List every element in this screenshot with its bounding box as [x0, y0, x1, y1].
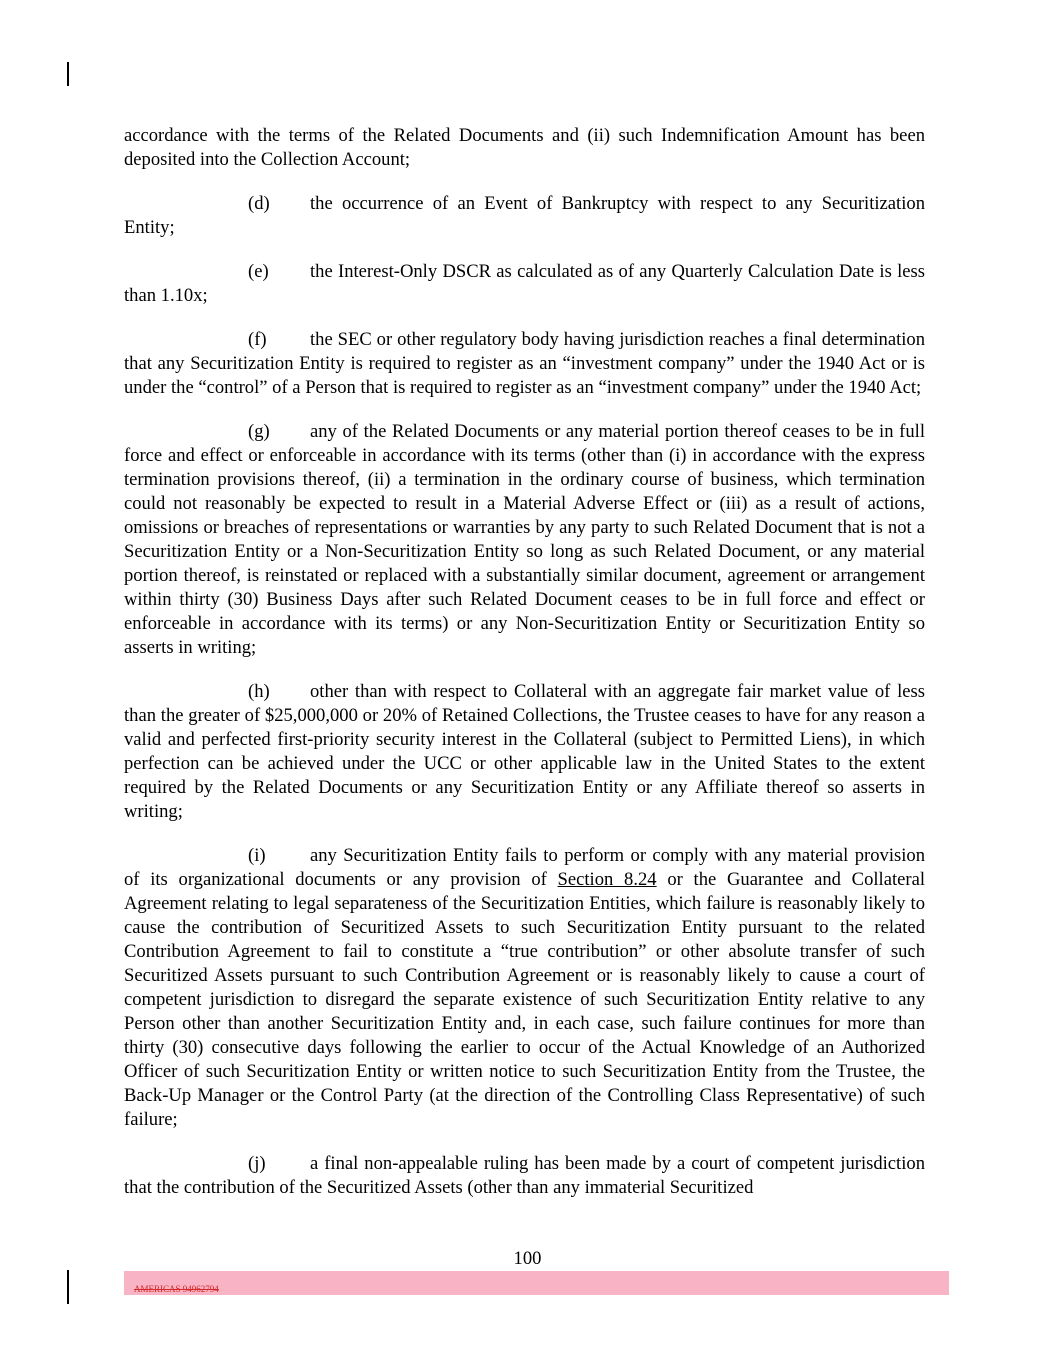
clause-text: any of the Related Documents or any material portion thereof ceases to be in full force and effect or enforceable in accordance with its terms (other than (i) in accordance with the express termination provisions thereof, (ii) a termination in the ordinary course of business, which termination could not reasonably be expected to result in a Material Adverse Effect or (iii) as a result of actions, omissions or breaches of representations or warranties by any party to such Related Document that is not a Securitization Entity or a Non-Securitization Entity so long as such Related Document, or any material portion thereof, is reinstated or replaced with a substantially similar document, agreement or arrangement within thirty (30) Business Days after such Related Document ceases to be in full force and effect or enforceable in accordance with its terms) or any Non-Securitization Entity or Securitization Entity so asserts in writing; — [124, 421, 925, 658]
document-body — [124, 124, 925, 1220]
intro-paragraph: accordance with the terms of the Related Documents and (ii) such Indemnification Amount has been deposited into the Collection Account; — [124, 125, 925, 170]
section-reference-link[interactable]: Section 8.24 — [557, 869, 657, 890]
page-number: 100 — [513, 1248, 542, 1269]
clause-label: (h) — [248, 681, 270, 702]
revision-bar-bottom — [67, 1270, 69, 1304]
clause-text-before: any Securitization Entity fails to perform or comply with any material provision of its organizational documents or any provision of — [124, 845, 925, 890]
clause-f — [124, 328, 925, 400]
clause-label: (j) — [248, 1153, 266, 1174]
clause-label: (f) — [248, 329, 267, 350]
clause-text: the Interest-Only DSCR as calculated as of any Quarterly Calculation Date is less than 1.10x; — [124, 261, 925, 306]
footer-highlight-band — [124, 1271, 949, 1295]
clause-g — [124, 420, 925, 660]
clause-text-after: or the Guarantee and Collateral Agreement relating to legal separateness of the Securitization Entities, which failure is reasonably likely to cause the contribution of Securitized Assets to such Securitization Entity pursuant to the related Contribution Agreement to fail to constitute a “true contribution” or other absolute transfer of such Securitized Assets pursuant to such Contribution Agreement or is reasonably likely to cause a court of competent jurisdiction to disregard the separate existence of such Securitization Entity relative to any Person other than another Securitization Entity and, in each case, such failure continues for more than thirty (30) consecutive days following the earlier to occur of the Actual Knowledge of an Authorized Officer of such Securitization Entity or written notice to such Securitization Entity from the Trustee, the Back-Up Manager or the Control Party (at the direction of the Controlling Class Representative) of such failure; — [124, 869, 925, 1130]
revision-bar-top — [67, 62, 69, 86]
clause-i — [124, 844, 925, 1132]
clause-label: (g) — [248, 421, 270, 442]
clause-label: (i) — [248, 845, 266, 866]
clause-text: other than with respect to Collateral with an aggregate fair market value of less than the greater of $25,000,000 or 20% of Retained Collections, the Trustee ceases to have for any reason a valid and perfected first-priority security interest in the Collateral (subject to Permitted Liens), in which perfection can be achieved under the UCC or other applicable law in the United States to the extent required by the Related Documents or any Securitization Entity or any Affiliate thereof so asserts in writing; — [124, 681, 925, 822]
document-id: AMERICAS 94962794 — [134, 1284, 219, 1294]
clause-e — [124, 260, 925, 308]
clause-j — [124, 1152, 925, 1200]
clause-text: the SEC or other regulatory body having jurisdiction reaches a final determination that any Securitization Entity is required to register as an “investment company” under the 1940 Act or is under the “control” of a Person that is required to register as an “investment company” under the 1940 Act; — [124, 329, 925, 398]
clause-label: (d) — [248, 193, 270, 214]
clause-text: a final non-appealable ruling has been made by a court of competent jurisdiction that the contribution of the Securitized Assets (other than any immaterial Securitized — [124, 1153, 925, 1198]
clause-label: (e) — [248, 261, 269, 282]
clause-text: the occurrence of an Event of Bankruptcy with respect to any Securitization Entity; — [124, 193, 925, 238]
clause-h — [124, 680, 925, 824]
clause-d — [124, 192, 925, 240]
